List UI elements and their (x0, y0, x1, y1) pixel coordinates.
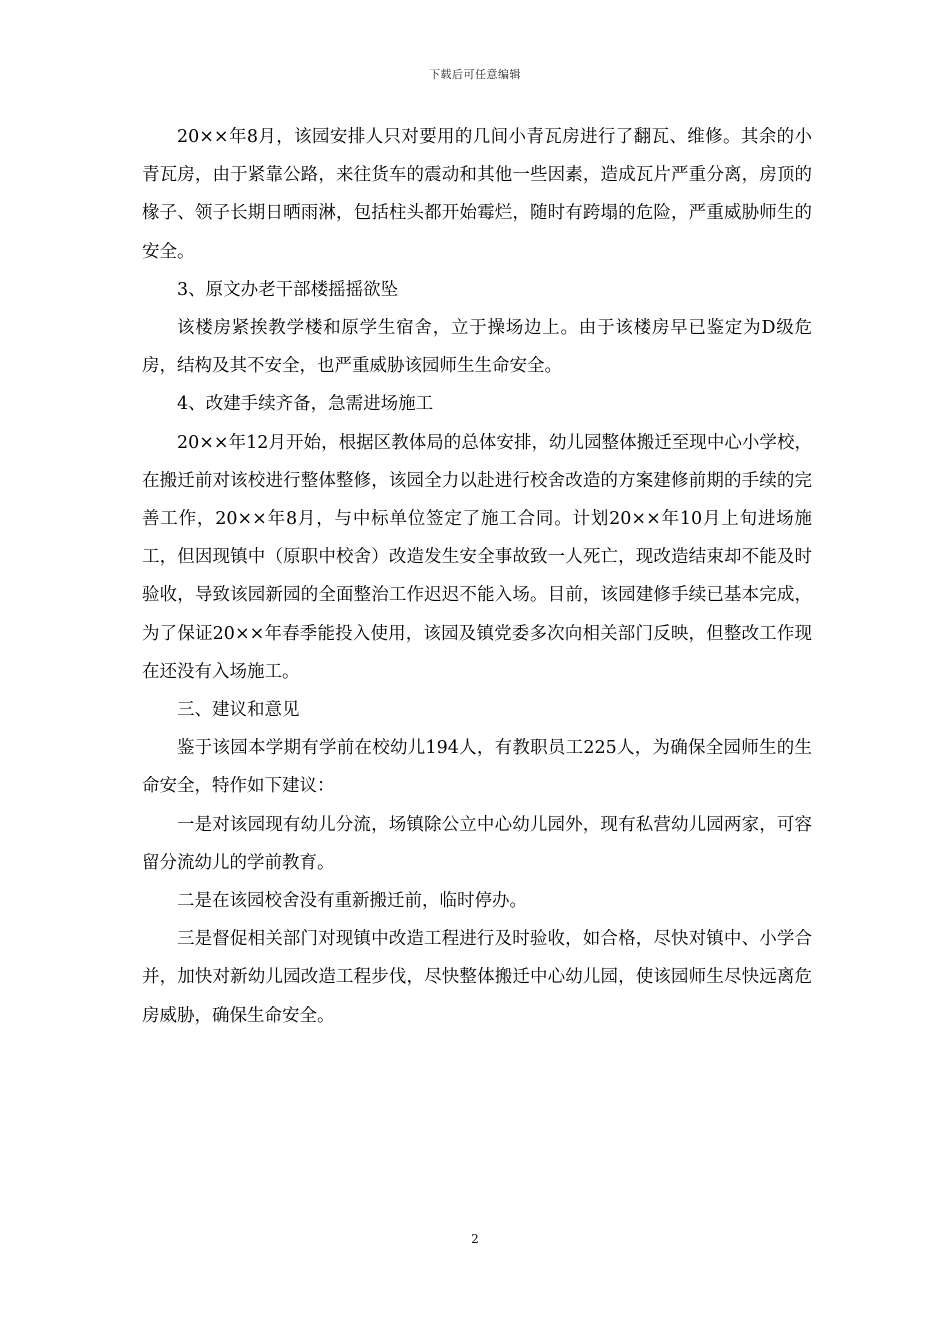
paragraph-relocation-progress: 20××年12月开始，根据区教体局的总体安排，幼儿园整体搬迁至现中心小学校，在搬迁前对该校进行整体整修，该园全力以赴进行校舍改造的方案建修前期的手续的完善工作，20××年8月，与中标单位签定了施工合同。计划20××年10月上旬进场施工，但因现镇中（原职中校舍）改造发生安全事故致一人死亡，现改造结束却不能及时验收，导致该园新园的全面整治工作迟迟不能入场。目前，该园建修手续已基本完成，为了保证20××年春季能投入使用，该园及镇党委多次向相关部门反映，但整改工作现在还没有入场施工。 (142, 432, 812, 682)
page-number: 2 (471, 1232, 479, 1246)
page-header-note: 下载后可任意编辑 (429, 68, 521, 81)
paragraph-building-danger: 该楼房紧挨教学楼和原学生宿舍，立于操场边上。由于该楼房早已鉴定为D级危房，结构及其不安全，也严重威胁该园师生生命安全。 (142, 318, 812, 377)
heading-reconstruction-procedures: 4、改建手续齐备，急需进场施工 (177, 394, 434, 415)
paragraph-enrollment: 鉴于该园本学期有学前在校幼儿194人，有教职员工225人，为确保全园师生的生命安全，特作如下建议： (142, 738, 812, 797)
suggestion-three: 三是督促相关部门对现镇中改造工程进行及时验收，如合格，尽快对镇中、小学合并，加快对新幼儿园改造工程步伐，尽快整体搬迁中心幼儿园，使该园师生尽快远离危房威胁，确保生命安全。 (142, 929, 812, 1026)
paragraph-roof-repair: 20××年8月，该园安排人只对要用的几间小青瓦房进行了翻瓦、维修。其余的小青瓦房，由于紧靠公路，来往货车的震动和其他一些因素，造成瓦片严重分离，房顶的椽子、领子长期日晒雨淋，包括柱头都开始霉烂，随时有跨塌的危险，严重威胁师生的安全。 (142, 127, 812, 262)
suggestion-one: 一是对该园现有幼儿分流，场镇除公立中心幼儿园外，现有私营幼儿园两家，可容留分流幼儿的学前教育。 (142, 814, 812, 873)
document-body (142, 118, 812, 1035)
suggestion-two: 二是在该园校舍没有重新搬迁前，临时停办。 (177, 891, 527, 912)
heading-suggestions: 三、建议和意见 (177, 700, 300, 721)
heading-old-cadre-building: 3、原文办老干部楼摇摇欲坠 (177, 279, 399, 300)
